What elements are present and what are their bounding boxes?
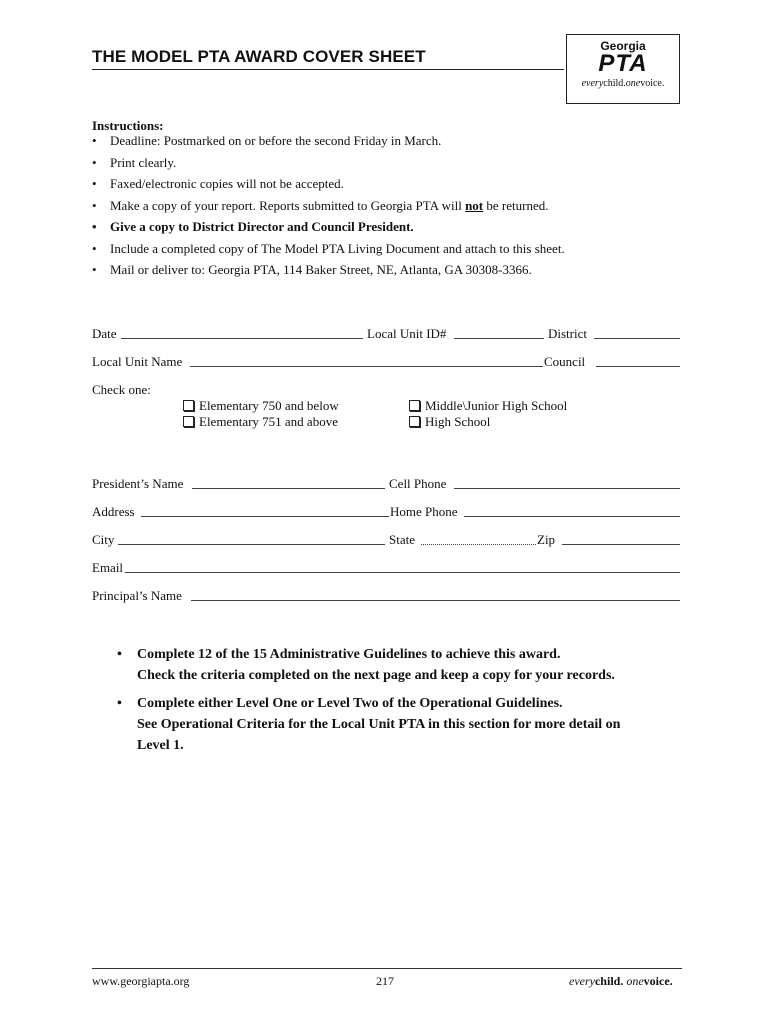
council-field[interactable] xyxy=(596,354,680,371)
list-item: • Print clearly. xyxy=(92,154,177,170)
checkbox-icon xyxy=(183,416,194,427)
list-item: • Faxed/electronic copies will not be accepted. xyxy=(92,176,344,191)
zip-field[interactable] xyxy=(562,532,680,549)
district-label: District xyxy=(548,326,587,341)
date-label: Date xyxy=(92,326,117,341)
council-label: Council xyxy=(544,354,586,369)
page-number: 217 xyxy=(376,974,394,988)
cell-phone-label: Cell Phone xyxy=(389,476,447,491)
list-item: • Give a copy to District Director and Council President. xyxy=(92,219,414,234)
email-field[interactable] xyxy=(125,560,680,577)
instructions-list xyxy=(92,130,565,281)
local-unit-id-label: Local Unit ID# xyxy=(367,326,447,341)
date-field[interactable] xyxy=(121,326,363,343)
district-field[interactable] xyxy=(594,326,680,343)
checkbox-high-school[interactable]: High School xyxy=(409,414,490,430)
address-label: Address xyxy=(92,504,135,519)
footer-tagline: everychild. onevoice. xyxy=(569,974,673,988)
local-unit-name-label: Local Unit Name xyxy=(92,354,183,369)
checkbox-icon xyxy=(409,400,420,411)
page-title: THE MODEL PTA AWARD COVER SHEET xyxy=(92,47,426,66)
home-phone-label: Home Phone xyxy=(390,504,458,519)
checkbox-elementary-751[interactable]: Elementary 751 and above xyxy=(183,414,338,430)
footer-rule xyxy=(92,968,682,969)
instructions-heading: Instructions: xyxy=(92,118,164,133)
logo-tagline: everychild.onevoice. xyxy=(581,78,665,89)
principals-name-field[interactable] xyxy=(191,588,680,605)
footer-url: www.georgiapta.org xyxy=(92,974,190,988)
list-item: • Include a completed copy of The Model PTA Living Document and attach to this sheet. xyxy=(92,240,565,256)
title-rule xyxy=(92,69,564,70)
logo-mark: PTA xyxy=(598,50,648,77)
address-field[interactable] xyxy=(141,504,389,521)
logo-state: Georgia xyxy=(600,39,646,53)
list-item: • Make a copy of your report. Reports submitted to Georgia PTA will not be returned. xyxy=(92,197,549,213)
city-label: City xyxy=(92,532,115,547)
checkbox-icon xyxy=(409,416,420,427)
principals-name-label: Principal’s Name xyxy=(92,588,182,603)
zip-label: Zip xyxy=(537,532,556,547)
presidents-name-field[interactable] xyxy=(192,476,385,493)
presidents-name-label: President’s Name xyxy=(92,476,184,491)
georgia-pta-logo xyxy=(566,34,680,104)
list-item: • Deadline: Postmarked on or before the second Friday in March. xyxy=(92,133,442,148)
state-field[interactable] xyxy=(421,532,536,549)
state-label: State xyxy=(389,532,415,547)
requirement-item: • Complete either Level One or Level Two of the Operational Guidelines. See Operational Criteria for the Local Unit PTA in this section for more detail on Level 1. xyxy=(117,696,621,753)
email-label: Email xyxy=(92,560,124,575)
cell-phone-field[interactable] xyxy=(454,476,680,493)
checkbox-middle-junior-high[interactable]: Middle\Junior High School xyxy=(409,398,567,414)
list-item: • Mail or deliver to: Georgia PTA, 114 Baker Street, NE, Atlanta, GA 30308-3366. xyxy=(92,262,532,277)
checkbox-elementary-750[interactable]: Elementary 750 and below xyxy=(183,398,339,414)
local-unit-id-field[interactable] xyxy=(454,326,544,343)
city-field[interactable] xyxy=(118,532,385,549)
requirement-item: • Complete 12 of the 15 Administrative Guidelines to achieve this award. Check the criteria completed on the next page and keep a copy for your records. xyxy=(117,647,615,683)
home-phone-field[interactable] xyxy=(464,504,680,521)
local-unit-name-field[interactable] xyxy=(190,354,543,371)
checkbox-icon xyxy=(183,400,194,411)
check-one-label: Check one: xyxy=(92,382,151,397)
